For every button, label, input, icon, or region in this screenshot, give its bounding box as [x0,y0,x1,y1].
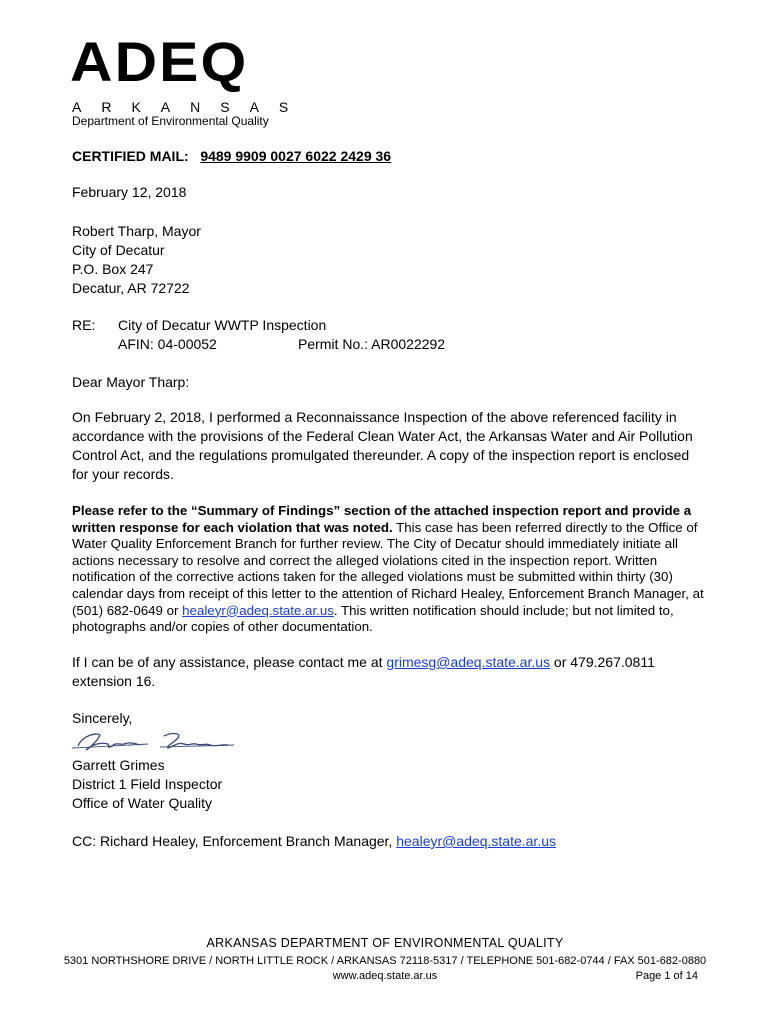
recipient-name: Robert Tharp, Mayor [72,223,201,239]
findings-bold-text: Please refer to the “Summary of Findings” section of the attached inspection report and provide a written response for each violation that was noted. [72,503,692,535]
signer-title: District 1 Field Inspector [72,776,223,792]
cc-email-link[interactable]: healeyr@adeq.state.ar.us [396,833,556,849]
contact-end-text: or 479.267.0811 extension 16. [72,654,655,689]
re-subject: City of Decatur WWTP Inspection [118,317,327,333]
findings-text: This case has been referred directly to the Office of Water Quality Enforcement Branch for further review. The City of Decatur should immediately initiate all actions necessary to resolve and correct the alleged violations cited in the inspection report. Written notification of the corrective actions taken for the alleged violations must be submitted within thirty (30) calendar days from receipt of this letter to the attention of Richard Healey, Enforcement Branch Manager, at (501) 682-0649 or [72,519,704,618]
adeq-logo: ADEQ [70,30,249,93]
paragraph-inspection: On February 2, 2018, I performed a Reconnaissance Inspection of the above referenced facility in accordance with the provisions of the Federal Clean Water Act, the Arkansas Water and Air Pollution Control Act, and the regulations promulgated thereunder. A copy of the inspection report is enclosed for your records. [72,409,693,482]
grimes-email-link[interactable]: grimesg@adeq.state.ar.us [386,654,551,670]
signer-name: Garrett Grimes [72,757,165,773]
cc-text: CC: Richard Healey, Enforcement Branch Manager, [72,833,397,849]
certified-mail-line [72,147,391,165]
footer-website: www.adeq.state.ar.us [332,970,438,982]
footer-title: ARKANSAS DEPARTMENT OF ENVIRONMENTAL QUALITY [206,936,564,950]
re-afin: AFIN: 04-00052 [118,336,217,352]
certified-mail-label: CERTIFIED MAIL: [72,148,189,164]
signer-office: Office of Water Quality [72,795,213,811]
page-number: Page 1 of 14 [635,970,698,982]
closing: Sincerely, [72,710,133,726]
recipient-org: City of Decatur [72,242,165,258]
logo-state: ARKANSAS [72,99,309,115]
logo-department: Department of Environmental Quality [72,114,269,128]
handwritten-signature [68,726,238,756]
re-permit: Permit No.: AR0022292 [298,336,446,352]
paragraph-findings [72,503,712,636]
paragraph-contact [72,653,702,691]
certified-mail-number: 9489 9909 0027 6022 2429 36 [200,148,392,164]
re-label: RE: [72,317,96,333]
findings-end-text: . This written notification should include; but not limited to, photographs and/or copies of other documentation. [72,602,674,635]
recipient-address1: P.O. Box 247 [72,261,154,277]
contact-text: If I can be of any assistance, please contact me at [72,654,387,670]
recipient-address2: Decatur, AR 72722 [72,280,190,296]
footer-address: 5301 NORTHSHORE DRIVE / NORTH LITTLE ROCK / ARKANSAS 72118-5317 / TELEPHONE 501-682-0744 / FAX 501-682-0880 [63,955,707,967]
salutation: Dear Mayor Tharp: [72,374,190,390]
letter-date: February 12, 2018 [72,184,187,200]
healey-email-link[interactable]: healeyr@adeq.state.ar.us [182,602,334,618]
cc-line [72,832,556,850]
